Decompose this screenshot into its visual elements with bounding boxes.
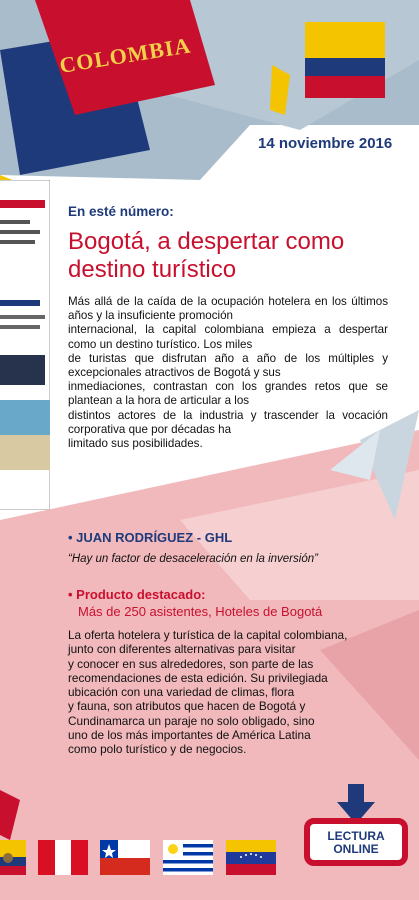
featured-paragraph <box>68 628 378 757</box>
featured-line: Cundinamarca un paraje no solo obligado, sino <box>68 713 315 728</box>
intro-line: de turistas que disfrutan año a año de los múltiples y excepcionales atractivos de Bogotá y sus <box>68 351 388 380</box>
interview-quote: “Hay un factor de desaceleración en la inversión” <box>68 553 318 565</box>
ecuador-flag[interactable] <box>0 840 26 875</box>
issue-kicker: En esté número: <box>68 204 174 219</box>
featured-line: recomendaciones de esta edición. Su privilegiada <box>68 670 328 685</box>
read-online-line1: LECTURA <box>327 829 385 843</box>
featured-subtitle[interactable]: Más de 250 asistentes, Hoteles de Bogotá <box>78 604 323 619</box>
uruguay-flag[interactable] <box>163 840 213 875</box>
featured-line: y fauna, son atributos que hacen de Bogotá y <box>68 699 306 714</box>
intro-line: limitado sus posibilidades. <box>68 437 203 451</box>
magazine-cover-thumbnail[interactable] <box>0 180 50 510</box>
featured-line: uno de los más importantes de América Latina <box>68 728 311 743</box>
peru-flag[interactable] <box>38 840 88 875</box>
intro-line: internacional, la capital colombiana empieza a despertar como un destino turístico. Los miles <box>68 323 388 351</box>
headline[interactable]: Bogotá, a despertar como destino turístico <box>68 228 345 283</box>
featured-line: La oferta hotelera y turística de la capital colombiana, <box>68 628 348 642</box>
intro-line: distintos actores de la industria y trascender la vocación corporativa que por décadas ha <box>68 408 388 436</box>
featured-line: como polo turístico y de negocios. <box>68 742 247 757</box>
chile-flag[interactable] <box>100 840 150 875</box>
read-online-label <box>304 830 408 856</box>
featured-label: • Producto destacado: <box>68 587 206 602</box>
read-online-line2: ONLINE <box>333 842 379 856</box>
intro-line: inmediaciones, contrastan con los grandes retos que se plantean a la hora de articular a los <box>68 380 388 408</box>
featured-line: y conocer en sus alrededores, son parte de las <box>68 656 314 671</box>
brand-logo: COLOMBIA <box>57 32 193 78</box>
interview-title[interactable]: • JUAN RODRÍGUEZ - GHL <box>68 530 233 545</box>
venezuela-flag[interactable] <box>226 840 276 875</box>
read-online-button[interactable] <box>304 784 408 870</box>
featured-line: ubicación con una variedad de climas, flora <box>68 685 295 700</box>
intro-paragraph <box>68 295 388 451</box>
issue-date: 14 noviembre 2016 <box>258 135 393 152</box>
featured-line: junto con diferentes alternativas para visitar <box>68 642 296 657</box>
intro-line: Más allá de la caída de la ocupación hotelera en los últimos años y la insuficiente promoción <box>68 295 388 323</box>
